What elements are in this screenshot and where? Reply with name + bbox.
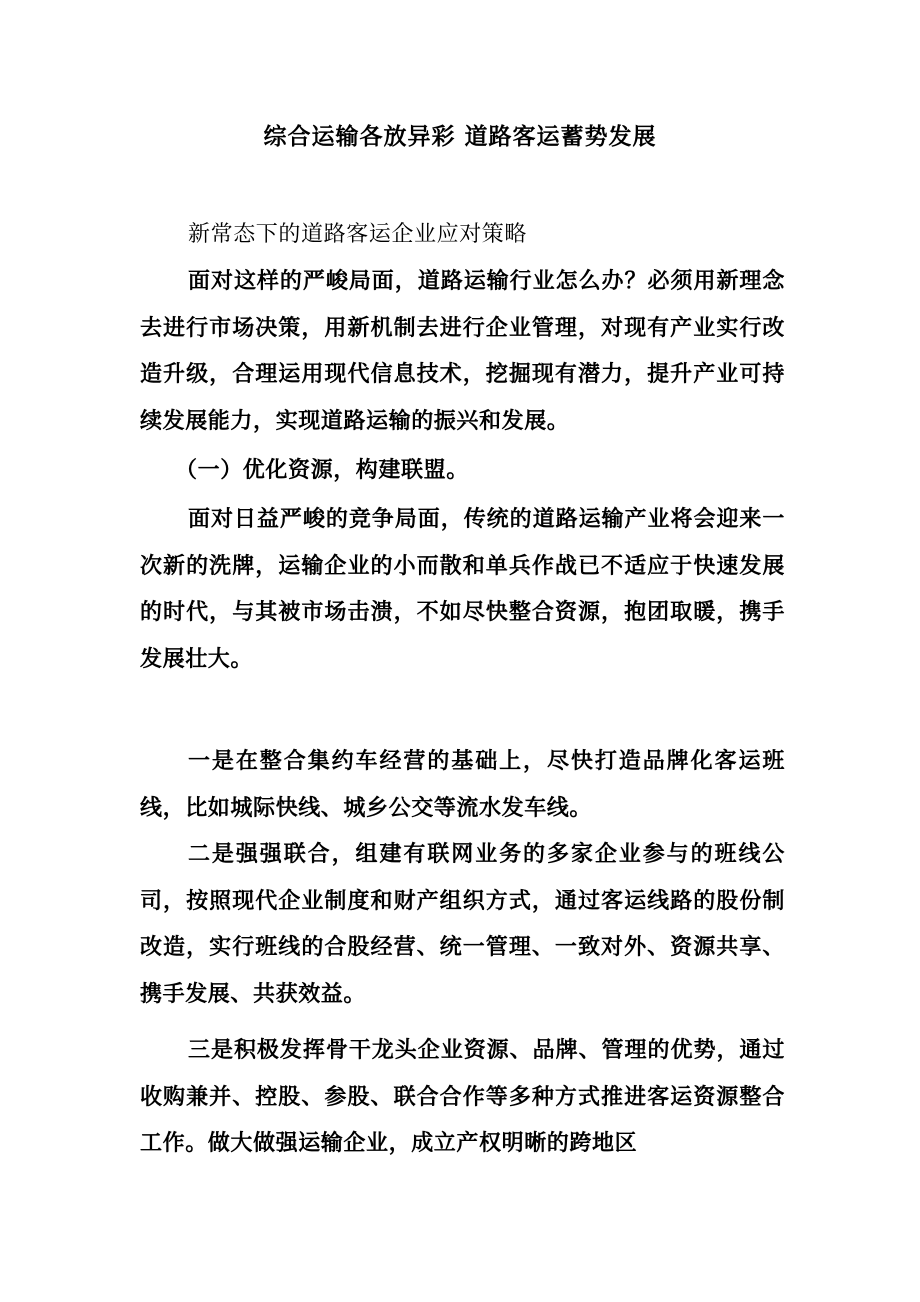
- document-title: 综合运输各放异彩 道路客运蓄势发展: [263, 123, 657, 150]
- paragraph-2: 面对日益严峻的竞争局面，传统的道路运输产业将会迎来一次新的洗牌，运输企业的小而散和单兵作战已不适应于快速发展的时代，与其被市场击溃，不如尽快整合资源，抱团取暖，携手发展壮大。: [140, 506, 785, 672]
- paragraph-1: 面对这样的严峻局面，道路运输行业怎么办？必须用新理念去进行市场决策，用新机制去进行企业管理，对现有产业实行改造升级，合理运用现代信息技术，挖掘现有潜力，提升产业可持续发展能力，实现道路运输的振兴和发展。: [140, 268, 785, 434]
- paragraph-5: 三是积极发挥骨干龙头企业资源、品牌、管理的优势，通过收购兼并、控股、参股、联合合作等多种方式推进客运资源整合工作。做大做强运输企业，成立产权明晰的跨地区: [140, 1037, 785, 1156]
- paragraph-3: 一是在整合集约车经营的基础上，尽快打造品牌化客运班线，比如城际快线、城乡公交等流水发车线。: [140, 748, 785, 821]
- section-subtitle: 新常态下的道路客运企业应对策略: [188, 222, 528, 247]
- paragraph-4: 二是强强联合，组建有联网业务的多家企业参与的班线公司，按照现代企业制度和财产组织方式，通过客运线路的股份制改造，实行班线的合股经营、统一管理、一致对外、资源共享、携手发展、共获效益。: [140, 841, 785, 1007]
- section-heading-1: （一）优化资源，构建联盟。: [175, 457, 469, 483]
